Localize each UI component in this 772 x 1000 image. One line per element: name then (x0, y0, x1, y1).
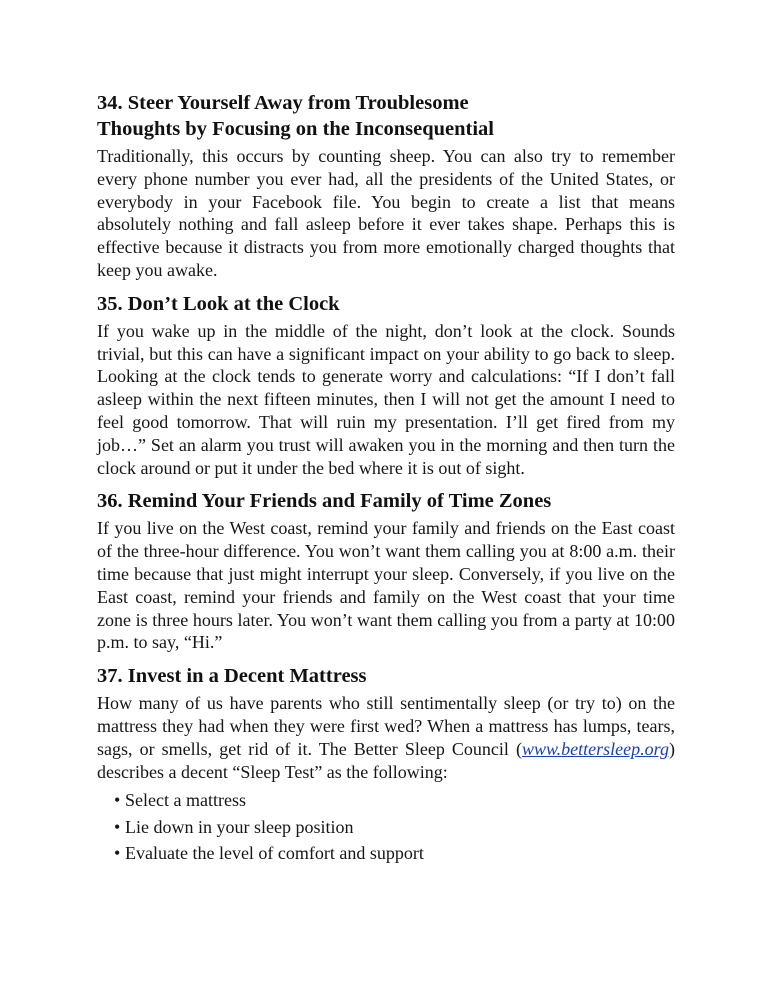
section-34 (97, 90, 675, 282)
bullet-icon: • (114, 843, 121, 864)
heading-line-1: 34. Steer Yourself Away from Troublesome (97, 92, 469, 114)
list-item-text: Select a mattress (125, 790, 246, 811)
section-35 (97, 291, 675, 480)
document-page (97, 90, 675, 867)
list-item (114, 840, 675, 867)
bullet-icon: • (114, 816, 121, 837)
list-item (114, 814, 675, 841)
body-text-after-link: ) describes a decent “Sleep Test” as the following: (97, 738, 675, 782)
section-36 (97, 488, 675, 654)
section-body: If you live on the West coast, remind your family and friends on the East coast of the three-hour difference. You won’t want them calling you at 8:00 a.m. their time because that just might interrupt your sleep. Conversely, if you live on the East coast, remind your friends and family on the West coast that your time zone is three hours later. You won’t want them calling you from a party at 10:00 p.m. to say, “Hi.” (97, 518, 675, 653)
sleep-test-list (97, 787, 675, 867)
section-heading (97, 90, 675, 142)
heading-line-2: Thoughts by Focusing on the Inconsequential (97, 118, 495, 140)
section-heading: 36. Remind Your Friends and Family of Time Zones (97, 490, 552, 513)
bullet-icon: • (114, 790, 121, 811)
list-item-text: Lie down in your sleep position (125, 816, 354, 837)
section-37 (97, 663, 675, 867)
section-heading: 35. Don’t Look at the Clock (97, 292, 340, 315)
section-body (97, 692, 675, 783)
bettersleep-link[interactable]: www.bettersleep.org (522, 738, 669, 759)
section-body: If you wake up in the middle of the night, don’t look at the clock. Sounds trivial, but this can have a significant impact on your ability to go back to sleep. Looking at the clock tends to generate worry and calculations: “If I don’t fall asleep within the next fifteen minutes, then I will not get the amount I need to feel good tomorrow. That will ruin my presentation. I’ll get fired from my job…” Set an alarm you trust will awaken you in the morning and then turn the clock around or put it under the bed where it is out of sight. (97, 320, 675, 478)
body-text-before-link: How many of us have parents who still sentimentally sleep (or try to) on the mattress they had when they were first wed? When a mattress has lumps, tears, sags, or smells, get rid of it. The Better Sleep Council ( (97, 693, 675, 759)
section-heading: 37. Invest in a Decent Mattress (97, 665, 367, 688)
list-item-text: Evaluate the level of comfort and support (125, 843, 424, 864)
section-body: Traditionally, this occurs by counting sheep. You can also try to remember every phone number you ever had, all the presidents of the United States, or everybody in your Facebook file. You begin to create a list that means absolutely nothing and fall asleep before it ever takes shape. Perhaps this is effective because it distracts you from more emotionally charged thoughts that keep you awake. (97, 146, 675, 280)
list-item (114, 787, 675, 814)
